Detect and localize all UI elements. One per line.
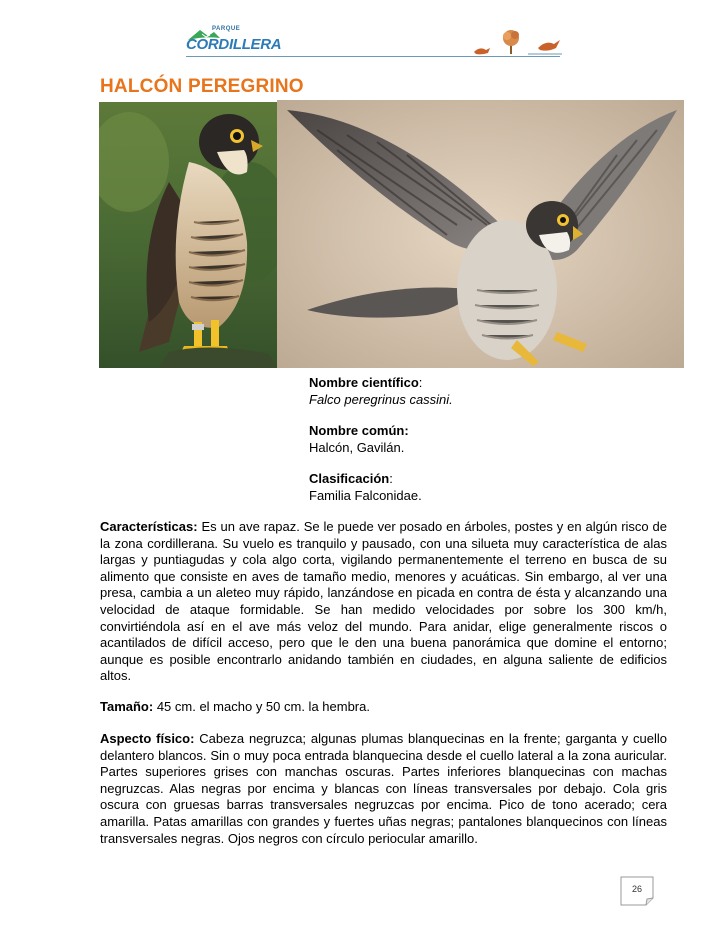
logo-big-text: CORDILLERA xyxy=(186,36,282,53)
fact-label: Nombre común: xyxy=(309,423,409,438)
tamano-paragraph xyxy=(100,699,667,716)
page-title: HALCÓN PEREGRINO xyxy=(100,76,304,97)
facts-block xyxy=(309,374,669,518)
page-header xyxy=(0,0,720,70)
fauna-tree-icon xyxy=(466,26,566,60)
fact-value: Familia Falconidae. xyxy=(309,488,422,503)
fact-separator: : xyxy=(389,471,393,486)
caracteristicas-text: Es un ave rapaz. Se le puede ver posado en árboles, postes y en algún risco de la zona cordillerana. Su vuelo es tranquilo y pausado, con una silueta muy característica de alas largas y puntiagudas y cola algo corta, vigilando permanentemente el terreno en busca de su alimento que consiste en aves de tamaño medio, menores y acuáticas. Sin embargo, al ver una presa, cambia a un aleteo muy rápido, lanzándose en picada en contra de ésta y alcanzando una velocidad de ataque formidable. Se han medido velocidades por sobre los 300 km/h, convirtiéndola así en el ave más veloz del mundo. Para anidar, elige generalmente riscos o acantilados de difícil acceso, pero que le den una buena panorámica que domine el entorno; aunque es posible encontrarlo anidando también en ciudades, en alguna saliente de edificios altos. xyxy=(100,519,667,684)
fact-nombre-cientifico xyxy=(309,374,669,408)
fact-nombre-comun xyxy=(309,422,669,456)
logo-small-text: PARQUE xyxy=(212,26,241,32)
fact-value: Halcón, Gavilán. xyxy=(309,440,405,455)
caracteristicas-label: Características: xyxy=(100,519,198,534)
parque-cordillera-logo xyxy=(184,26,282,60)
tamano-label: Tamaño: xyxy=(100,699,154,714)
fact-label: Nombre científico xyxy=(309,375,419,390)
fact-separator: : xyxy=(418,375,423,390)
aspecto-text: Cabeza negruzca; algunas plumas blanquecinas en la frente; garganta y cuello delantero blancos. Sin o muy poca entrada blanquecina desde el cuello lateral a la zona auricular. Partes superiores grises con manchas oscuras. Partes inferiores blanquecinas con machas negruzcas. Alas negras por encima y blancas con líneas transversales por debajo. Cola gris oscura con gruesas barras transversales negruzcas por encima. Pico de tono acerado; cera amarilla. Patas amarillas con grandes y fuertes uñas negras; pantalones blanquecinos con líneas transversales negras. Ojos negros con círculo periocular amarillo. xyxy=(100,731,667,846)
fact-clasificacion xyxy=(309,470,669,504)
falcon-perched-photo xyxy=(99,102,277,368)
tamano-text: 45 cm. el macho y 50 cm. la hembra. xyxy=(153,699,370,714)
fact-value: Falco peregrinus cassini. xyxy=(309,392,453,407)
caracteristicas-paragraph xyxy=(100,519,667,685)
fact-label: Clasificación xyxy=(309,471,390,486)
aspecto-label: Aspecto físico: xyxy=(100,731,195,746)
aspecto-paragraph xyxy=(100,731,667,847)
falcon-flying-photo xyxy=(277,100,684,368)
page-number-badge xyxy=(620,876,654,906)
page-number: 26 xyxy=(631,884,642,894)
